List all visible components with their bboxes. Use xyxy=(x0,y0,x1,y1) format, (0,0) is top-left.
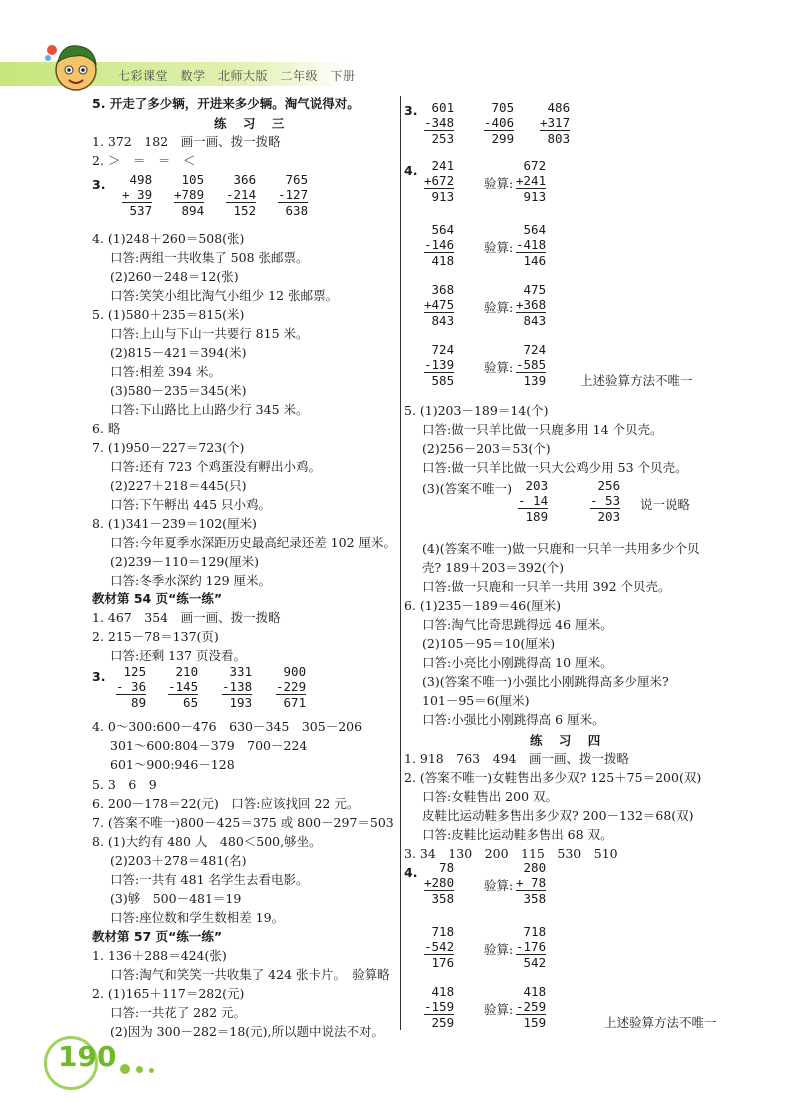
check-label: 验算: xyxy=(484,300,514,315)
calc-operand: -418 xyxy=(516,237,547,252)
text-line: 口答:皮鞋比运动鞋多售出 68 双。 xyxy=(422,827,613,842)
vertical-calc xyxy=(226,172,256,218)
r5-3-label: (3)(答案不唯一) xyxy=(422,481,512,496)
text-line: 口答:今年夏季水深距历史最高纪录还差 102 厘米。 xyxy=(110,535,397,550)
note-check-not-unique-2: 上述验算方法不唯一 xyxy=(604,1015,717,1030)
text-line: (2)260－248＝12(张) xyxy=(110,269,239,284)
section-title-3: 练 习 三 xyxy=(214,116,291,131)
calc-operand: -259 xyxy=(516,999,547,1014)
calc-result: 259 xyxy=(431,1015,455,1030)
text-line: 口答:两组一共收集了 508 张邮票。 xyxy=(110,250,309,265)
check-calc xyxy=(516,158,546,204)
text-line: 1. 136＋288＝424(张) xyxy=(92,948,227,963)
check-calc xyxy=(516,342,546,388)
calc-operand: +789 xyxy=(174,187,205,202)
text-line: 壳? 189＋203＝392(个) xyxy=(422,560,565,575)
check-calc xyxy=(516,924,546,970)
vertical-calc xyxy=(276,664,306,710)
check-calc xyxy=(516,222,546,268)
text-line: 口答:冬季水深约 129 厘米。 xyxy=(110,573,272,588)
p3-label: 3. xyxy=(92,177,106,192)
check-label: 验算: xyxy=(484,942,514,957)
calc-result: 139 xyxy=(523,373,547,388)
calc-operand: - 14 xyxy=(518,493,549,508)
text-line: 1. 918 763 494 画一画、拨一拨略 xyxy=(404,751,629,766)
calc-operand: +241 xyxy=(516,173,547,188)
calc-operand: +280 xyxy=(424,875,455,890)
calc-operand: 718 xyxy=(431,924,455,939)
calc-result: 89 xyxy=(131,695,147,710)
calc-result: 176 xyxy=(431,955,455,970)
calc-operand: 564 xyxy=(523,222,547,237)
calc-operand: -146 xyxy=(424,237,455,252)
text-line: 6. (1)235－189＝46(厘米) xyxy=(404,598,561,613)
calc-operand: 280 xyxy=(523,860,547,875)
vertical-calc xyxy=(424,100,454,146)
calc-operand: 418 xyxy=(431,984,455,999)
decor-dot xyxy=(149,1068,154,1073)
calc-result: 913 xyxy=(431,189,455,204)
q6: 6. 略 xyxy=(92,421,121,436)
text-line: 7. (1)950－227＝723(个) xyxy=(92,440,245,455)
calc-result: 894 xyxy=(181,203,205,218)
calc-operand: 475 xyxy=(523,282,547,297)
note-check-not-unique: 上述验算方法不唯一 xyxy=(580,373,693,388)
calc-operand: -145 xyxy=(168,679,199,694)
header-title: 七彩课堂 数学 北师大版 二年级 下册 xyxy=(118,69,356,83)
text-line: 口答:还有 723 个鸡蛋没有孵出小鸡。 xyxy=(110,459,322,474)
check-label: 验算: xyxy=(484,878,514,893)
check-calc xyxy=(516,860,546,906)
text-line: 4. (1)248＋260＝508(张) xyxy=(92,231,245,246)
text-line: 2. (1)165＋117＝282(元) xyxy=(92,986,245,1001)
p1: 1. 372 182 画一画、拨一拨略 xyxy=(92,134,281,149)
check-label: 验算: xyxy=(484,1002,514,1017)
s4-label: 4. xyxy=(404,865,418,880)
calc-operand: 718 xyxy=(523,924,547,939)
vertical-calc xyxy=(168,664,198,710)
calc-operand: 210 xyxy=(175,664,199,679)
calc-operand: 672 xyxy=(523,158,547,173)
text-line: 口答:做一只羊比做一只大公鸡少用 53 个贝壳。 xyxy=(422,460,688,475)
text-line: 皮鞋比运动鞋多售出多少双? 200－132＝68(双) xyxy=(422,808,694,823)
calc-result: 299 xyxy=(491,131,515,146)
calc-operand: -139 xyxy=(424,357,455,372)
calc-operand: 486 xyxy=(547,100,571,115)
calc-operand: 418 xyxy=(523,984,547,999)
text-line: 301～600:804－379 700－224 xyxy=(110,738,308,753)
calc-operand: 564 xyxy=(431,222,455,237)
text-line: 3. 34 130 200 115 530 510 xyxy=(404,846,618,861)
calc-operand: 331 xyxy=(229,664,253,679)
q5-answer: 5. 开走了多少辆，开进来多少辆。淘气说得对。 xyxy=(92,96,360,111)
text-line: 口答:笑笑小组比淘气小组少 12 张邮票。 xyxy=(110,288,339,303)
text-line: 5. 3 6 9 xyxy=(92,777,157,792)
calc-operand: -229 xyxy=(276,679,307,694)
calc-result: 843 xyxy=(523,313,547,328)
vertical-calc xyxy=(278,172,308,218)
calc-operand: 105 xyxy=(181,172,205,187)
r3-label: 3. xyxy=(404,103,418,118)
calc-result: 65 xyxy=(183,695,199,710)
calc-result: 159 xyxy=(523,1015,547,1030)
text-line: 口答:小强比小刚跳得高 6 厘米。 xyxy=(422,712,605,727)
say-note: 说一说略 xyxy=(640,497,691,512)
text-line: 8. (1)大约有 480 人 480＜500,够坐。 xyxy=(92,834,322,849)
vertical-calc xyxy=(122,172,152,218)
calc-operand: + 39 xyxy=(122,187,153,202)
text-line: (2)256－203＝53(个) xyxy=(422,441,551,456)
calc-operand: 601 xyxy=(431,100,455,115)
text-line: (2)239－110＝129(厘米) xyxy=(110,554,260,569)
text-line: (2)815－421＝394(米) xyxy=(110,345,247,360)
calc-operand: 125 xyxy=(123,664,147,679)
text-line: 口答:一共有 481 名学生去看电影。 xyxy=(110,872,309,887)
vertical-calc xyxy=(590,478,620,524)
calc-result: 358 xyxy=(431,891,455,906)
calc-operand: +368 xyxy=(516,297,547,312)
text-line: 2. 215－78＝137(页) xyxy=(92,629,219,644)
text-line: 5. (1)580＋235＝815(米) xyxy=(92,307,245,322)
text-line: (3)580－235＝345(米) xyxy=(110,383,247,398)
section-title-54: 教材第 54 页“练一练” xyxy=(92,591,223,606)
vertical-calc xyxy=(424,158,454,204)
text-line: 口答:下山路比上山路少行 345 米。 xyxy=(110,402,309,417)
vertical-calc xyxy=(424,282,454,328)
calc-operand: -159 xyxy=(424,999,455,1014)
calc-result: 358 xyxy=(523,891,547,906)
check-calc xyxy=(516,984,546,1030)
text-line: 口答:小亮比小刚跳得高 10 厘米。 xyxy=(422,655,613,670)
calc-result: 152 xyxy=(233,203,257,218)
r4-label: 4. xyxy=(404,163,418,178)
calc-result: 189 xyxy=(525,509,549,524)
calc-operand: +672 xyxy=(424,173,455,188)
calc-operand: +475 xyxy=(424,297,455,312)
text-line: 4. 0～300:600－476 630－345 305－206 xyxy=(92,719,363,734)
text-line: 8. (1)341－239＝102(厘米) xyxy=(92,516,257,531)
vertical-calc xyxy=(484,100,514,146)
text-line: 口答:一共花了 282 元。 xyxy=(110,1005,247,1020)
text-line: 口答:座位数和学生数相差 19。 xyxy=(110,910,285,925)
calc-result: 803 xyxy=(547,131,571,146)
e3-label: 3. xyxy=(92,669,106,684)
decor-dot xyxy=(136,1066,143,1073)
text-line: 601～900:946－128 xyxy=(110,757,235,772)
text-line: (3)(答案不唯一)小强比小刚跳得高多少厘米? xyxy=(422,674,669,689)
vertical-calc xyxy=(116,664,146,710)
vertical-calc xyxy=(424,342,454,388)
vertical-calc xyxy=(174,172,204,218)
section-title-4: 练 习 四 xyxy=(530,733,607,748)
text-line: 口答:下午孵出 445 只小鸡。 xyxy=(110,497,272,512)
check-label: 验算: xyxy=(484,240,514,255)
calc-result: 418 xyxy=(431,253,455,268)
calc-operand: 256 xyxy=(597,478,621,493)
text-line: 口答:做一只鹿和一只羊一共用 392 个贝壳。 xyxy=(422,579,671,594)
mascot-icon xyxy=(42,38,106,94)
check-label: 验算: xyxy=(484,360,514,375)
text-line: 口答:上山与下山一共要行 815 米。 xyxy=(110,326,309,341)
p2: 2. ＞ ＝ ＝ ＜ xyxy=(92,153,196,168)
calc-operand: -406 xyxy=(484,115,515,130)
text-line: 口答:淘气和笑笑一共收集了 424 张卡片。 验算略 xyxy=(110,967,390,982)
calc-operand: 241 xyxy=(431,158,455,173)
text-line: 口答:淘气比奇思跳得远 46 厘米。 xyxy=(422,617,613,632)
text-line: 6. 200－178＝22(元) 口答:应该找回 22 元。 xyxy=(92,796,360,811)
calc-operand: -127 xyxy=(278,187,309,202)
vertical-calc xyxy=(424,924,454,970)
vertical-calc xyxy=(424,860,454,906)
calc-result: 671 xyxy=(283,695,307,710)
calc-result: 203 xyxy=(597,509,621,524)
text-line: 口答:相差 394 米。 xyxy=(110,364,222,379)
vertical-calc xyxy=(222,664,252,710)
calc-operand: -585 xyxy=(516,357,547,372)
check-calc xyxy=(516,282,546,328)
vertical-calc xyxy=(518,478,548,524)
text-line: (2)105－95＝10(厘米) xyxy=(422,636,556,651)
text-line: 2. (答案不唯一)女鞋售出多少双? 125＋75＝200(双) xyxy=(404,770,702,785)
calc-operand: 78 xyxy=(439,860,455,875)
text-line: (2)227＋218＝445(只) xyxy=(110,478,247,493)
calc-operand: -348 xyxy=(424,115,455,130)
calc-result: 585 xyxy=(431,373,455,388)
vertical-calc xyxy=(540,100,570,146)
calc-operand: 765 xyxy=(285,172,309,187)
calc-operand: +317 xyxy=(540,115,571,130)
text-line: (3)够 500－481＝19 xyxy=(110,891,242,906)
calc-result: 253 xyxy=(431,131,455,146)
calc-operand: 498 xyxy=(129,172,153,187)
column-divider xyxy=(400,96,401,1030)
calc-operand: -176 xyxy=(516,939,547,954)
page-number: 190 xyxy=(58,1040,117,1073)
calc-operand: -214 xyxy=(226,187,257,202)
calc-operand: -542 xyxy=(424,939,455,954)
text-line: (2)203＋278＝481(名) xyxy=(110,853,247,868)
calc-result: 193 xyxy=(229,695,253,710)
calc-operand: + 78 xyxy=(516,875,547,890)
text-line: 101－95＝6(厘米) xyxy=(422,693,530,708)
text-line: 7. (答案不唯一)800－425＝375 或 800－297＝503 xyxy=(92,815,394,830)
text-line: 口答:女鞋售出 200 双。 xyxy=(422,789,559,804)
text-line: 口答:还剩 137 页没看。 xyxy=(110,648,247,663)
calc-operand: 724 xyxy=(431,342,455,357)
vertical-calc xyxy=(424,222,454,268)
calc-operand: -138 xyxy=(222,679,253,694)
section-title-57: 教材第 57 页“练一练” xyxy=(92,929,223,944)
calc-result: 146 xyxy=(523,253,547,268)
calc-result: 537 xyxy=(129,203,153,218)
calc-operand: - 53 xyxy=(590,493,621,508)
text-line: (4)(答案不唯一)做一只鹿和一只羊一共用多少个贝 xyxy=(422,541,700,556)
vertical-calc xyxy=(424,984,454,1030)
calc-operand: 366 xyxy=(233,172,257,187)
check-label: 验算: xyxy=(484,176,514,191)
calc-result: 843 xyxy=(431,313,455,328)
calc-operand: - 36 xyxy=(116,679,147,694)
calc-result: 638 xyxy=(285,203,309,218)
text-line: (2)因为 300－282＝18(元),所以题中说法不对。 xyxy=(110,1024,385,1039)
text-line: 1. 467 354 画一画、拨一拨略 xyxy=(92,610,281,625)
text-line: 口答:做一只羊比做一只鹿多用 14 个贝壳。 xyxy=(422,422,663,437)
calc-result: 542 xyxy=(523,955,547,970)
calc-result: 913 xyxy=(523,189,547,204)
calc-operand: 705 xyxy=(491,100,515,115)
calc-operand: 900 xyxy=(283,664,307,679)
calc-operand: 724 xyxy=(523,342,547,357)
text-line: 5. (1)203－189＝14(个) xyxy=(404,403,549,418)
decor-dot xyxy=(120,1064,130,1074)
calc-operand: 203 xyxy=(525,478,549,493)
calc-operand: 368 xyxy=(431,282,455,297)
